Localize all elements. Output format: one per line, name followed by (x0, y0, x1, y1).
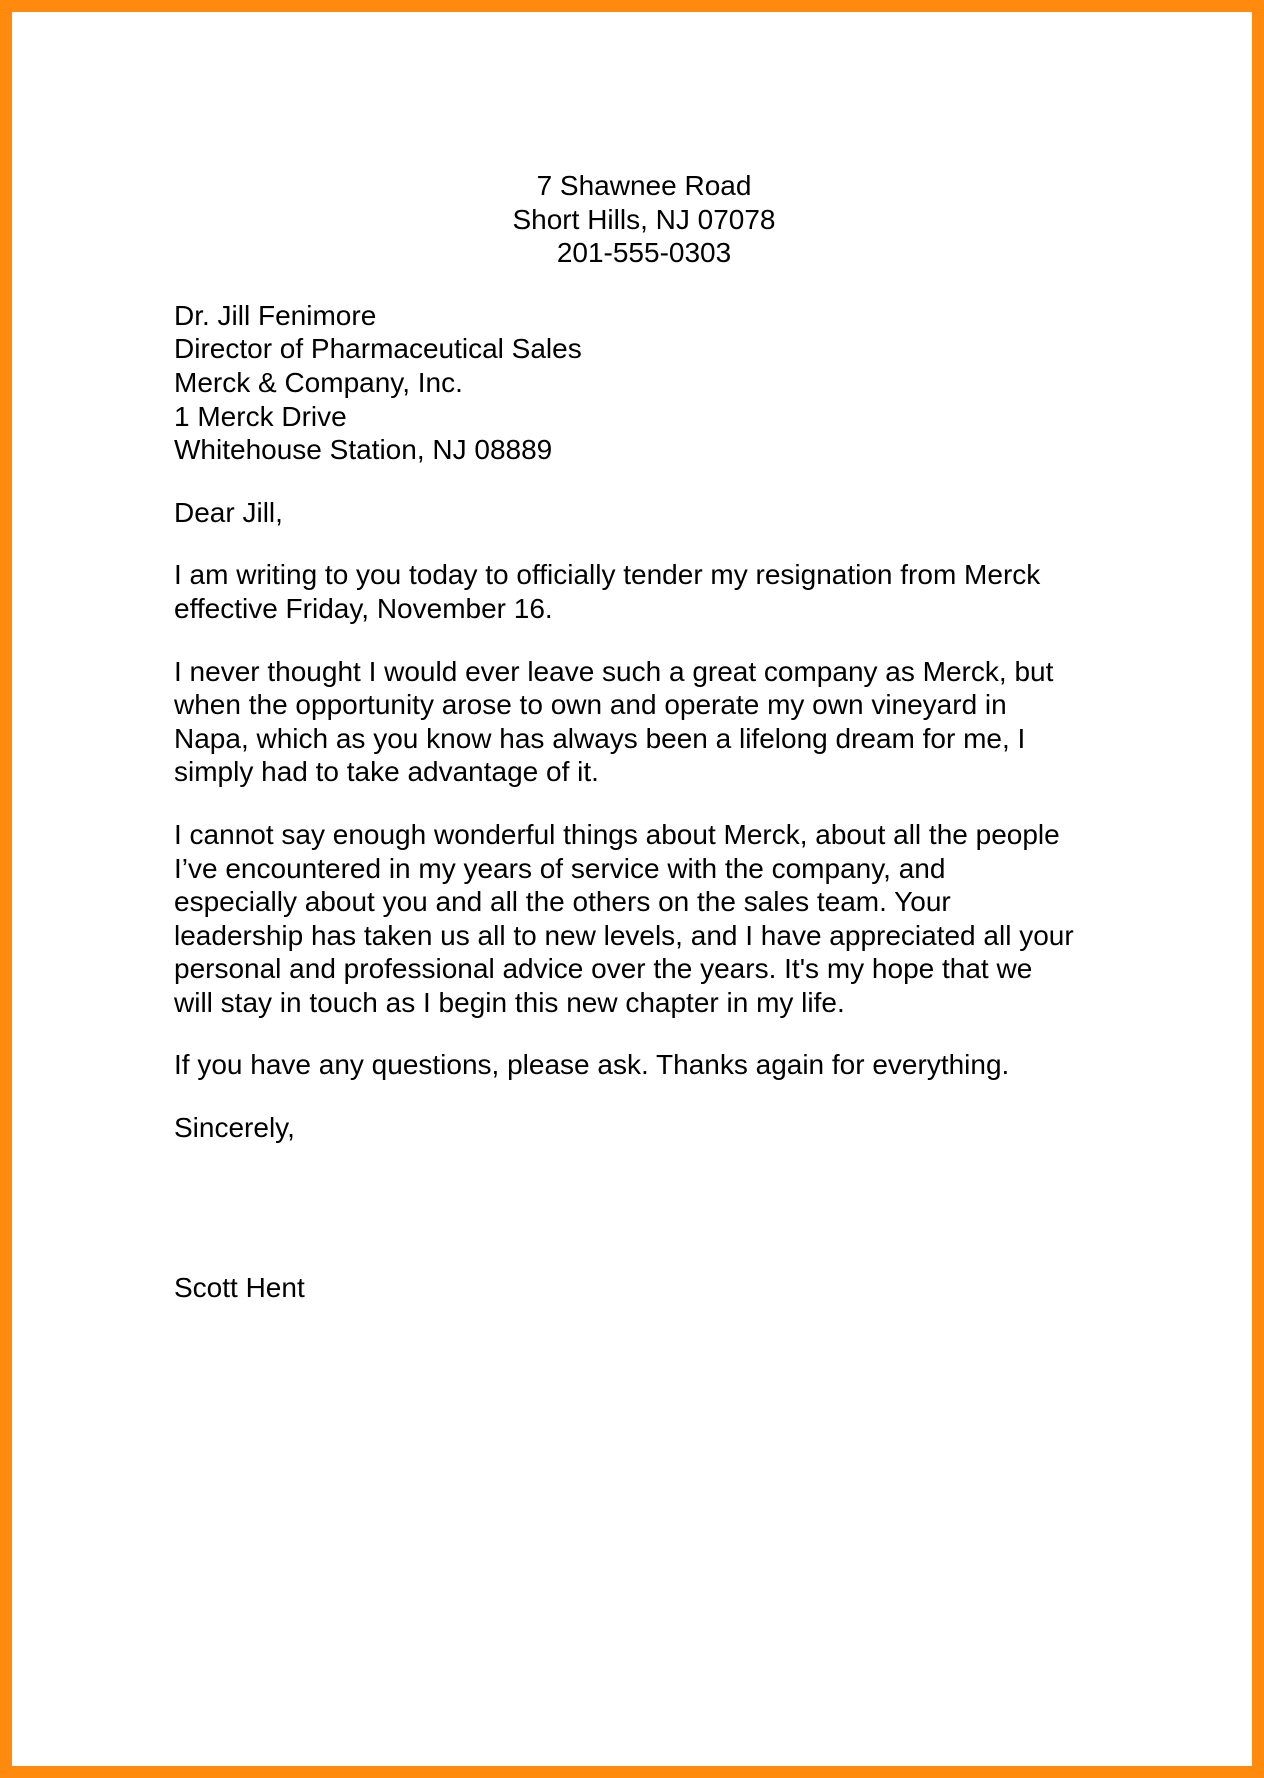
sender-phone: 201-555-0303 (556, 237, 732, 269)
body-paragraph-thanks: If you have any questions, please ask. Thanks again for everything. (174, 1049, 1010, 1081)
body-paragraph-reason: I never thought I would ever leave such a great company as Merck, but when the opportunity arose to own and operate my own vineyard in Napa, which as you know has always been a lifelong dream for me, I simply had to take advantage of it. (174, 655, 1054, 788)
recipient-name: Dr. Jill Fenimore (174, 299, 377, 331)
recipient-city-state-zip: Whitehouse Station, NJ 08889 (174, 434, 553, 466)
recipient-address-block (174, 299, 1134, 467)
resignation-letter (174, 169, 1134, 1304)
sender-city-state-zip: Short Hills, NJ 07078 (512, 203, 776, 235)
recipient-company: Merck & Company, Inc. (174, 366, 463, 398)
signature-space (174, 1145, 1134, 1271)
letter-closing: Sincerely, (174, 1112, 295, 1144)
signature-name: Scott Hent (174, 1271, 305, 1303)
sender-street: 7 Shawnee Road (536, 170, 752, 201)
letter-greeting: Dear Jill, (174, 496, 283, 528)
sender-address-block (174, 169, 1114, 270)
body-paragraph-appreciation: I cannot say enough wonderful things about Merck, about all the people I’ve encountered in my years of service with the company, and especially about you and all the others on the sales team. Your leadership has taken us all to new levels, and I have appreciated all your personal and professional advice over the years. It's my hope that we will stay in touch as I begin this new chapter in my life. (174, 818, 1074, 1018)
recipient-street: 1 Merck Drive (174, 400, 347, 432)
body-paragraph-resignation: I am writing to you today to officially tender my resignation from Merck effective Friday, November 16. (174, 559, 1041, 624)
recipient-title: Director of Pharmaceutical Sales (174, 333, 582, 365)
